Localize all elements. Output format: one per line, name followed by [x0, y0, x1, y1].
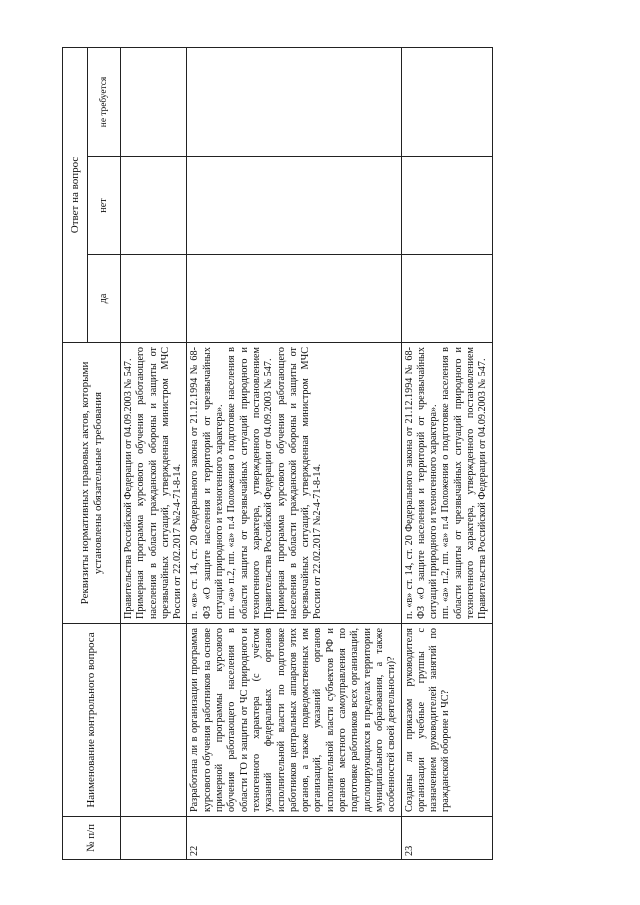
row-requisites [121, 343, 187, 624]
table-header-row [63, 47, 88, 859]
answer-yes-cell[interactable] [121, 255, 187, 343]
row-question: Разработана ли в организации программа курсового обучения работников на основе примерной программы курсового обучения работающего населения в области ГО и защиты от ЧС природного и техногенного характера (с учётом указаний федеральных органов исполнительной власти по подготовке работников центральных аппаратов этих органов, а также подведомственных им организаций, указаний органов исполнительной власти субъектов РФ и органов местного самоуправления по подготовке работников всех организаций, дислоцирующихся в пределах территории муниципального образования, а также особенностей своей деятельности)? [187, 624, 401, 817]
row-number: 22 [187, 817, 401, 860]
answer-no-cell[interactable] [187, 157, 401, 255]
answer-not-required-cell[interactable] [401, 47, 492, 156]
requisite-text: Примерная программа курсового обучения работающего населения в области гражданской обороны и защиты от чрезвычайных ситуаций, утвержденная министром МЧС России от 22.02.2017 №2-4-71-8-14. [275, 347, 324, 619]
header-number: № п/п [63, 817, 121, 860]
requisite-text: п. «в» ст. 14, ст. 20 Федерального закона от 21.12.1994 № 68-ФЗ «О защите населения и территорий от чрезвычайных ситуаций природного и техногенного характера». [189, 347, 226, 619]
answer-not-required-cell[interactable] [121, 47, 187, 156]
header-answer: Ответ на вопрос [63, 47, 88, 342]
row-number: 23 [401, 817, 492, 860]
header-requisites: Реквизиты нормативных правовых актов, которыми установлены обязательные требования [63, 343, 121, 624]
answer-no-cell[interactable] [401, 157, 492, 255]
header-not-required: не требуется [88, 47, 121, 156]
answer-yes-cell[interactable] [187, 255, 401, 343]
requisite-text: п. «в» ст. 14, ст. 20 Федерального закона от 21.12.1994 № 68-ФЗ «О защите населения и территорий от чрезвычайных ситуаций природного и техногенного характера». [403, 347, 440, 619]
row-question: Созданы ли приказом руководителя организации учебные группы с назначением руководителей занятий по гражданской обороне и ЧС? [401, 624, 492, 817]
header-no: нет [88, 157, 121, 255]
requisite-text: Примерная программа курсового обучения работающего населения в области гражданской обороны и защиты от чрезвычайных ситуаций, утвержденная министром МЧС России от 22.02.2017 №2-4-71-8-14. [135, 347, 184, 619]
row-question [121, 624, 187, 817]
row-requisites [401, 343, 492, 624]
table-row [121, 47, 187, 859]
answer-no-cell[interactable] [121, 157, 187, 255]
header-question: Наименование контрольного вопроса [63, 624, 121, 817]
checklist-table [62, 47, 493, 860]
requisite-text: пп. «а» п.2, пп. «а» п.4 Положения о подготовке населения в области защиты от чрезвычайных ситуаций природного и техногенного характера, утвержденного постановлением Правительства Российской Федерации от 04.09.2003 № 547. [440, 347, 489, 619]
requisite-text: пп. «а» п.2, пп. «а» п.4 Положения о подготовке населения в области защиты от чрезвычайных ситуаций природного и техногенного характера, утвержденного постановлением Правительства Российской Федерации от 04.09.2003 № 547. [226, 347, 275, 619]
answer-not-required-cell[interactable] [187, 47, 401, 156]
header-yes: да [88, 255, 121, 343]
row-number [121, 817, 187, 860]
requisite-text: Правительства Российской Федерации от 04.09.2003 № 547. [123, 358, 134, 619]
answer-yes-cell[interactable] [401, 255, 492, 343]
table-row [401, 47, 492, 859]
row-requisites [187, 343, 401, 624]
table-row [187, 47, 401, 859]
